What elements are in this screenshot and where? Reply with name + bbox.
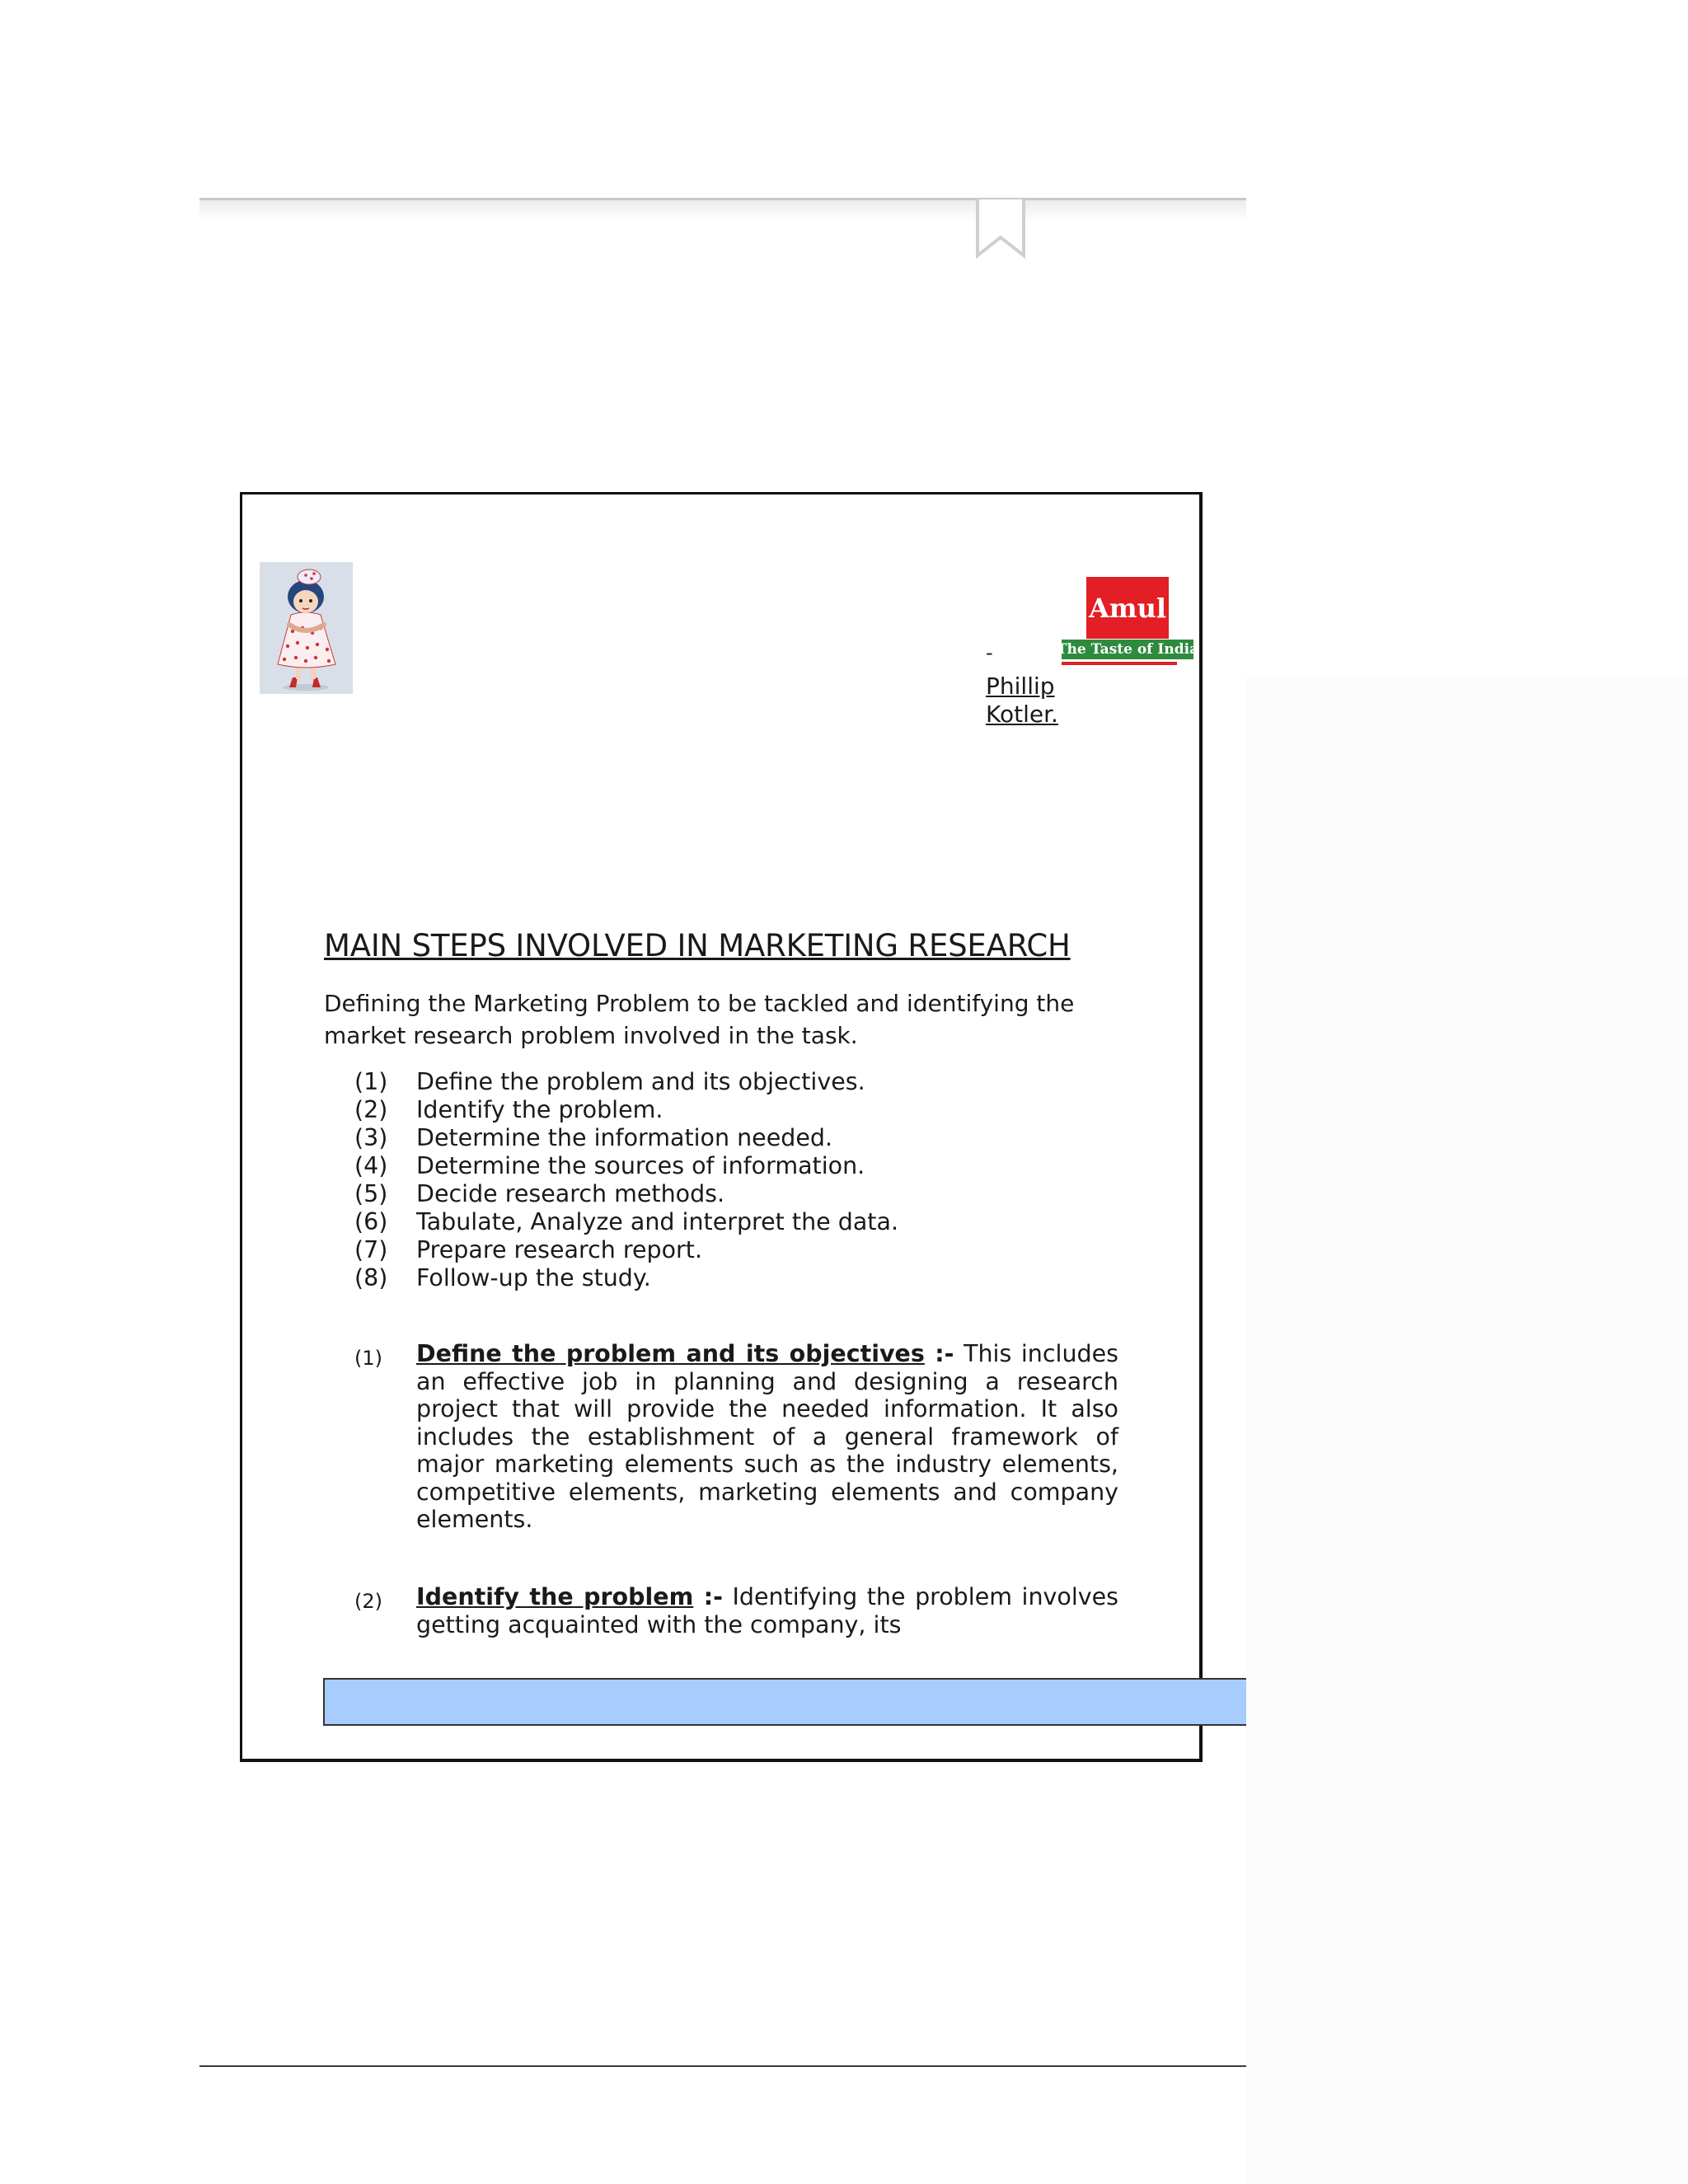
list-item xyxy=(354,1152,1096,1180)
step-number: (1) xyxy=(354,1068,388,1095)
quote-author xyxy=(986,673,1058,729)
amul-brand-mark: Amul xyxy=(1086,577,1169,639)
detail-paragraph-1 xyxy=(354,1340,1118,1534)
amul-logo xyxy=(1056,577,1199,668)
list-item xyxy=(354,1096,1096,1124)
paragraph-separator: :- xyxy=(924,1340,954,1367)
viewer-background xyxy=(1246,676,1688,2184)
paragraph-heading: Identify the problem xyxy=(416,1583,694,1610)
step-text: Determine the information needed. xyxy=(416,1124,833,1151)
list-item xyxy=(354,1264,1096,1292)
list-item xyxy=(354,1068,1096,1096)
quote-dash: - xyxy=(986,641,993,664)
step-number: (8) xyxy=(354,1264,388,1291)
step-text: Decide research methods. xyxy=(416,1180,725,1207)
step-text: Define the problem and its objectives. xyxy=(416,1068,865,1095)
list-item xyxy=(354,1124,1096,1152)
section-title: MAIN STEPS INVOLVED IN MARKETING RESEARCH xyxy=(324,928,1071,963)
detail-paragraph-2 xyxy=(354,1583,1118,1638)
paragraph-text xyxy=(416,1583,1118,1638)
steps-list xyxy=(354,1068,1096,1292)
step-number: (2) xyxy=(354,1096,388,1123)
list-item xyxy=(354,1180,1096,1208)
toolbar-shadow xyxy=(199,200,1246,222)
step-text: Determine the sources of information. xyxy=(416,1152,865,1179)
step-number: (3) xyxy=(354,1124,388,1151)
list-item xyxy=(354,1208,1096,1236)
author-line-1: Phillip xyxy=(986,673,1055,700)
page-bottom-divider xyxy=(199,2065,1246,2067)
author-line-2: Kotler. xyxy=(986,701,1058,728)
step-number: (6) xyxy=(354,1208,388,1235)
amul-tagline: The Taste of India xyxy=(1056,641,1199,658)
step-text: Follow-up the study. xyxy=(416,1264,651,1291)
bookmark-icon[interactable] xyxy=(976,199,1025,259)
step-number: (4) xyxy=(354,1152,388,1179)
intro-paragraph: Defining the Marketing Problem to be tackled and identifying the market research problem involved in the task. xyxy=(324,990,1075,1049)
step-text: Identify the problem. xyxy=(416,1096,663,1123)
paragraph-number: (2) xyxy=(354,1590,382,1613)
paragraph-text xyxy=(416,1340,1118,1534)
amul-underline xyxy=(1062,662,1177,665)
step-number: (7) xyxy=(354,1236,388,1263)
paragraph-body: This includes an effective job in planning and designing a research project that will provide the needed information. It also includes the establishment of a general framework of major marketing elements such as the industry elements, competitive elements, marketing elements and company elements. xyxy=(416,1340,1118,1533)
text-selection-highlight xyxy=(323,1678,1246,1726)
step-number: (5) xyxy=(354,1180,388,1207)
paragraph-body: Identifying the problem involves getting acquainted with the company, its xyxy=(416,1583,1119,1638)
step-text: Tabulate, Analyze and interpret the data. xyxy=(416,1208,899,1235)
paragraph-heading: Define the problem and its objectives xyxy=(416,1340,925,1367)
paragraph-number: (1) xyxy=(354,1347,382,1370)
step-text: Prepare research report. xyxy=(416,1236,703,1263)
paragraph-separator: :- xyxy=(693,1583,723,1610)
list-item xyxy=(354,1236,1096,1264)
amul-girl-mascot-image xyxy=(260,562,353,694)
